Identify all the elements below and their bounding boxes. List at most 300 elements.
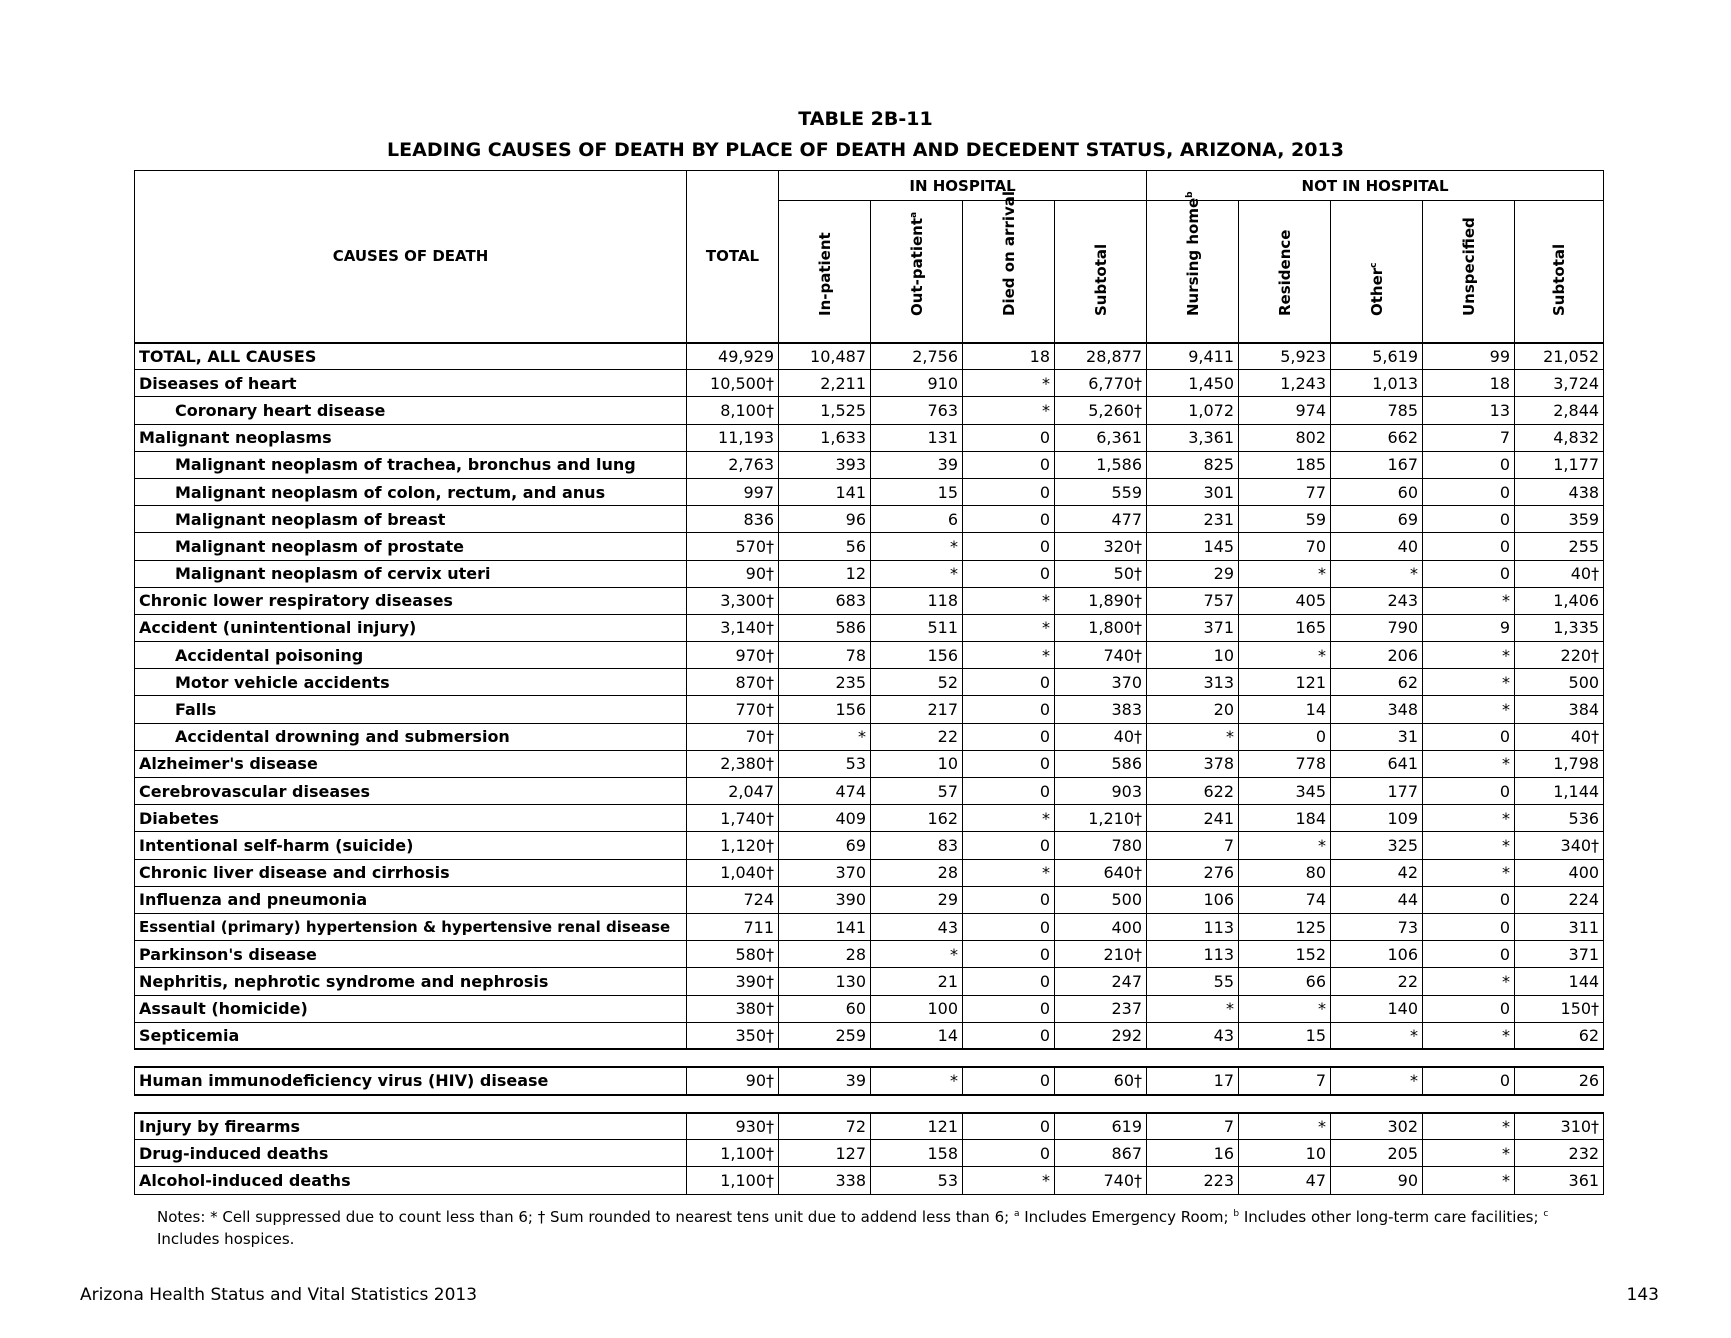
table-row xyxy=(135,614,1604,641)
table-title xyxy=(0,104,1731,166)
table-body xyxy=(135,343,1604,1195)
value-cell: * xyxy=(1239,1113,1331,1140)
value-cell: 536 xyxy=(1515,805,1604,832)
value-cell: 3,724 xyxy=(1515,370,1604,397)
value-cell: 53 xyxy=(871,1167,963,1194)
value-cell: * xyxy=(1423,642,1515,669)
value-cell: 1,243 xyxy=(1239,370,1331,397)
column-header-label: Subtotal xyxy=(1550,243,1569,316)
total-cell: 1,120† xyxy=(687,832,779,859)
total-cell: 1,100† xyxy=(687,1167,779,1194)
value-cell: 205 xyxy=(1331,1140,1423,1167)
value-cell: 60 xyxy=(779,995,871,1022)
value-cell: 1,013 xyxy=(1331,370,1423,397)
value-cell: 0 xyxy=(963,560,1055,587)
column-header xyxy=(1147,190,1239,343)
value-cell: 156 xyxy=(779,696,871,723)
value-cell: 121 xyxy=(871,1113,963,1140)
value-cell: 0 xyxy=(963,832,1055,859)
cause-name: Chronic lower respiratory diseases xyxy=(135,587,687,614)
value-cell: 28,877 xyxy=(1055,343,1147,370)
table-row xyxy=(135,478,1604,505)
cause-name: Nephritis, nephrotic syndrome and nephrosis xyxy=(135,968,687,995)
column-header-label: Residence xyxy=(1275,229,1294,316)
value-cell: 1,800† xyxy=(1055,614,1147,641)
value-cell: 0 xyxy=(963,451,1055,478)
value-cell: * xyxy=(1239,642,1331,669)
value-cell: 59 xyxy=(1239,506,1331,533)
value-cell: 0 xyxy=(963,968,1055,995)
total-cell: 49,929 xyxy=(687,343,779,370)
value-cell: 29 xyxy=(871,886,963,913)
value-cell: 22 xyxy=(871,723,963,750)
value-cell: 6 xyxy=(871,506,963,533)
value-cell: 5,619 xyxy=(1331,343,1423,370)
cause-name: Injury by firearms xyxy=(135,1113,687,1140)
cause-name: TOTAL, ALL CAUSES xyxy=(135,343,687,370)
value-cell: 383 xyxy=(1055,696,1147,723)
value-cell: 0 xyxy=(963,778,1055,805)
value-cell: 757 xyxy=(1147,587,1239,614)
value-cell: 785 xyxy=(1331,397,1423,424)
value-cell: 740† xyxy=(1055,642,1147,669)
value-cell: 1,450 xyxy=(1147,370,1239,397)
cause-name: Assault (homicide) xyxy=(135,995,687,1022)
value-cell: 1,144 xyxy=(1515,778,1604,805)
value-cell: 3,361 xyxy=(1147,424,1239,451)
value-cell: 39 xyxy=(779,1067,871,1094)
table-row xyxy=(135,1140,1604,1167)
cause-name: Malignant neoplasm of breast xyxy=(135,506,687,533)
value-cell: 100 xyxy=(871,995,963,1022)
value-cell: 259 xyxy=(779,1022,871,1049)
cause-name: Essential (primary) hypertension & hypertensive renal disease xyxy=(135,913,687,940)
value-cell: 500 xyxy=(1515,669,1604,696)
value-cell: 10 xyxy=(1239,1140,1331,1167)
value-cell: * xyxy=(963,397,1055,424)
value-cell: 0 xyxy=(963,533,1055,560)
value-cell: 113 xyxy=(1147,913,1239,940)
value-cell: 237 xyxy=(1055,995,1147,1022)
value-cell: 70 xyxy=(1239,533,1331,560)
value-cell: 0 xyxy=(963,886,1055,913)
value-cell: 0 xyxy=(963,669,1055,696)
table-row xyxy=(135,397,1604,424)
total-cell: 11,193 xyxy=(687,424,779,451)
value-cell: 0 xyxy=(963,913,1055,940)
value-cell: * xyxy=(963,614,1055,641)
cause-name: Intentional self-harm (suicide) xyxy=(135,832,687,859)
total-cell: 350† xyxy=(687,1022,779,1049)
value-cell: * xyxy=(963,370,1055,397)
value-cell: 22 xyxy=(1331,968,1423,995)
cause-name: Accidental drowning and submersion xyxy=(135,723,687,750)
value-cell: 130 xyxy=(779,968,871,995)
value-cell: 0 xyxy=(963,1022,1055,1049)
value-cell: * xyxy=(1423,750,1515,777)
value-cell: * xyxy=(1147,995,1239,1022)
value-cell: 1,525 xyxy=(779,397,871,424)
value-cell: 790 xyxy=(1331,614,1423,641)
total-cell: 970† xyxy=(687,642,779,669)
value-cell: 1,406 xyxy=(1515,587,1604,614)
value-cell: 255 xyxy=(1515,533,1604,560)
total-cell: 711 xyxy=(687,913,779,940)
value-cell: * xyxy=(1239,995,1331,1022)
value-cell: 378 xyxy=(1147,750,1239,777)
value-cell: 622 xyxy=(1147,778,1239,805)
total-cell: 724 xyxy=(687,886,779,913)
value-cell: 338 xyxy=(779,1167,871,1194)
value-cell: 7 xyxy=(1423,424,1515,451)
value-cell: 390 xyxy=(779,886,871,913)
value-cell: 619 xyxy=(1055,1113,1147,1140)
value-cell: 55 xyxy=(1147,968,1239,995)
value-cell: 6,770† xyxy=(1055,370,1147,397)
value-cell: 247 xyxy=(1055,968,1147,995)
table-row xyxy=(135,805,1604,832)
value-cell: 10 xyxy=(871,750,963,777)
value-cell: 500 xyxy=(1055,886,1147,913)
total-cell: 90† xyxy=(687,1067,779,1094)
value-cell: 1,586 xyxy=(1055,451,1147,478)
value-cell: 511 xyxy=(871,614,963,641)
value-cell: 21 xyxy=(871,968,963,995)
value-cell: 185 xyxy=(1239,451,1331,478)
value-cell: 320† xyxy=(1055,533,1147,560)
total-cell: 8,100† xyxy=(687,397,779,424)
causes-header: CAUSES OF DEATH xyxy=(135,171,687,343)
value-cell: 0 xyxy=(1423,1067,1515,1094)
data-table xyxy=(134,170,1604,1195)
value-cell: 74 xyxy=(1239,886,1331,913)
value-cell: 1,177 xyxy=(1515,451,1604,478)
value-cell: 2,211 xyxy=(779,370,871,397)
value-cell: 118 xyxy=(871,587,963,614)
total-cell: 930† xyxy=(687,1113,779,1140)
column-header xyxy=(1239,201,1331,343)
value-cell: * xyxy=(871,941,963,968)
data-table-container xyxy=(134,170,1601,1195)
value-cell: 165 xyxy=(1239,614,1331,641)
value-cell: 974 xyxy=(1239,397,1331,424)
value-cell: 69 xyxy=(1331,506,1423,533)
value-cell: 559 xyxy=(1055,478,1147,505)
section-spacer xyxy=(135,1049,1604,1067)
value-cell: 0 xyxy=(1423,913,1515,940)
total-cell: 2,380† xyxy=(687,750,779,777)
value-cell: * xyxy=(963,587,1055,614)
value-cell: 217 xyxy=(871,696,963,723)
value-cell: 740† xyxy=(1055,1167,1147,1194)
value-cell: 400 xyxy=(1055,913,1147,940)
value-cell: 29 xyxy=(1147,560,1239,587)
value-cell: 311 xyxy=(1515,913,1604,940)
value-cell: 47 xyxy=(1239,1167,1331,1194)
value-cell: 474 xyxy=(779,778,871,805)
value-cell: 145 xyxy=(1147,533,1239,560)
total-header: TOTAL xyxy=(687,171,779,343)
value-cell: 0 xyxy=(1423,560,1515,587)
table-row xyxy=(135,750,1604,777)
value-cell: 778 xyxy=(1239,750,1331,777)
value-cell: 43 xyxy=(1147,1022,1239,1049)
table-row xyxy=(135,723,1604,750)
value-cell: 31 xyxy=(1331,723,1423,750)
cause-name: Accident (unintentional injury) xyxy=(135,614,687,641)
value-cell: 109 xyxy=(1331,805,1423,832)
column-header xyxy=(1515,201,1604,343)
value-cell: 99 xyxy=(1423,343,1515,370)
total-cell: 380† xyxy=(687,995,779,1022)
column-header-label: Nursing home$^b$ xyxy=(1183,190,1202,316)
table-row xyxy=(135,1067,1604,1094)
value-cell: 20 xyxy=(1147,696,1239,723)
total-cell: 90† xyxy=(687,560,779,587)
value-cell: * xyxy=(1331,1067,1423,1094)
value-cell: 683 xyxy=(779,587,871,614)
value-cell: 1,210† xyxy=(1055,805,1147,832)
value-cell: 53 xyxy=(779,750,871,777)
column-header-label: In-patient xyxy=(815,231,834,316)
value-cell: * xyxy=(871,533,963,560)
value-cell: 14 xyxy=(1239,696,1331,723)
total-cell: 1,100† xyxy=(687,1140,779,1167)
page-number: 143 xyxy=(1626,1285,1659,1305)
value-cell: 66 xyxy=(1239,968,1331,995)
value-cell: 90 xyxy=(1331,1167,1423,1194)
value-cell: 80 xyxy=(1239,859,1331,886)
table-row xyxy=(135,370,1604,397)
value-cell: 0 xyxy=(963,696,1055,723)
column-header xyxy=(779,201,871,343)
value-cell: 586 xyxy=(1055,750,1147,777)
cause-name: Malignant neoplasm of colon, rectum, and anus xyxy=(135,478,687,505)
value-cell: 106 xyxy=(1331,941,1423,968)
value-cell: 345 xyxy=(1239,778,1331,805)
cause-name: Septicemia xyxy=(135,1022,687,1049)
value-cell: 276 xyxy=(1147,859,1239,886)
value-cell: 28 xyxy=(871,859,963,886)
table-row xyxy=(135,424,1604,451)
value-cell: 57 xyxy=(871,778,963,805)
value-cell: * xyxy=(963,859,1055,886)
cause-name: Accidental poisoning xyxy=(135,642,687,669)
value-cell: 44 xyxy=(1331,886,1423,913)
table-row xyxy=(135,832,1604,859)
table-row xyxy=(135,778,1604,805)
value-cell: 7 xyxy=(1147,1113,1239,1140)
value-cell: 1,890† xyxy=(1055,587,1147,614)
cause-name: Influenza and pneumonia xyxy=(135,886,687,913)
value-cell: 60 xyxy=(1331,478,1423,505)
value-cell: 340† xyxy=(1515,832,1604,859)
value-cell: * xyxy=(1423,669,1515,696)
section-spacer xyxy=(135,1095,1604,1113)
value-cell: 2,844 xyxy=(1515,397,1604,424)
value-cell: 361 xyxy=(1515,1167,1604,1194)
value-cell: 40† xyxy=(1055,723,1147,750)
value-cell: 0 xyxy=(963,1140,1055,1167)
value-cell: 141 xyxy=(779,913,871,940)
table-row xyxy=(135,506,1604,533)
value-cell: 13 xyxy=(1423,397,1515,424)
value-cell: 224 xyxy=(1515,886,1604,913)
value-cell: 477 xyxy=(1055,506,1147,533)
value-cell: 232 xyxy=(1515,1140,1604,1167)
value-cell: 2,756 xyxy=(871,343,963,370)
value-cell: 310† xyxy=(1515,1113,1604,1140)
value-cell: 1,798 xyxy=(1515,750,1604,777)
table-row xyxy=(135,451,1604,478)
column-header-label: Unspecified xyxy=(1459,216,1478,316)
value-cell: 152 xyxy=(1239,941,1331,968)
cause-name: Malignant neoplasm of trachea, bronchus and lung xyxy=(135,451,687,478)
value-cell: 243 xyxy=(1331,587,1423,614)
value-cell: 7 xyxy=(1239,1067,1331,1094)
value-cell: 371 xyxy=(1515,941,1604,968)
value-cell: * xyxy=(1423,696,1515,723)
value-cell: 40† xyxy=(1515,723,1604,750)
value-cell: 167 xyxy=(1331,451,1423,478)
cause-name: Falls xyxy=(135,696,687,723)
value-cell: 9,411 xyxy=(1147,343,1239,370)
value-cell: 15 xyxy=(871,478,963,505)
table-row xyxy=(135,587,1604,614)
total-cell: 10,500† xyxy=(687,370,779,397)
value-cell: 39 xyxy=(871,451,963,478)
total-cell: 1,040† xyxy=(687,859,779,886)
value-cell: 292 xyxy=(1055,1022,1147,1049)
value-cell: 16 xyxy=(1147,1140,1239,1167)
value-cell: * xyxy=(871,560,963,587)
cause-name: Malignant neoplasm of cervix uteri xyxy=(135,560,687,587)
value-cell: 121 xyxy=(1239,669,1331,696)
table-row xyxy=(135,913,1604,940)
value-cell: * xyxy=(1423,1167,1515,1194)
value-cell: 0 xyxy=(963,424,1055,451)
value-cell: * xyxy=(1423,805,1515,832)
value-cell: 144 xyxy=(1515,968,1604,995)
value-cell: * xyxy=(1423,1113,1515,1140)
value-cell: * xyxy=(1147,723,1239,750)
value-cell: 0 xyxy=(1423,995,1515,1022)
value-cell: 177 xyxy=(1331,778,1423,805)
value-cell: 0 xyxy=(1423,778,1515,805)
cause-name: Alzheimer's disease xyxy=(135,750,687,777)
not-in-hospital-header: NOT IN HOSPITAL xyxy=(1147,171,1604,201)
cause-name: Diseases of heart xyxy=(135,370,687,397)
column-header-label: Other$^c$ xyxy=(1367,261,1386,316)
total-cell: 580† xyxy=(687,941,779,968)
table-row xyxy=(135,642,1604,669)
value-cell: 241 xyxy=(1147,805,1239,832)
cause-name: Drug-induced deaths xyxy=(135,1140,687,1167)
value-cell: 131 xyxy=(871,424,963,451)
total-cell: 3,300† xyxy=(687,587,779,614)
table-row xyxy=(135,886,1604,913)
value-cell: 371 xyxy=(1147,614,1239,641)
column-header xyxy=(1423,201,1515,343)
table-number: TABLE 2B-11 xyxy=(798,108,933,130)
value-cell: 10 xyxy=(1147,642,1239,669)
table-notes: Notes: * Cell suppressed due to count less than 6; † Sum rounded to nearest tens unit due to addend less than 6; $^a$ Includes Emergency Room; $^b$ Includes other long-term care facilities; $^c$ Includes hospices. xyxy=(157,1208,1549,1248)
value-cell: 780 xyxy=(1055,832,1147,859)
value-cell: 0 xyxy=(963,995,1055,1022)
value-cell: * xyxy=(963,805,1055,832)
column-header xyxy=(871,201,963,343)
value-cell: 184 xyxy=(1239,805,1331,832)
value-cell: 910 xyxy=(871,370,963,397)
value-cell: 156 xyxy=(871,642,963,669)
value-cell: 220† xyxy=(1515,642,1604,669)
value-cell: 825 xyxy=(1147,451,1239,478)
cause-name: Coronary heart disease xyxy=(135,397,687,424)
cause-name: Human immunodeficiency virus (HIV) disease xyxy=(135,1067,687,1094)
value-cell: 40† xyxy=(1515,560,1604,587)
cause-name: Alcohol-induced deaths xyxy=(135,1167,687,1194)
value-cell: * xyxy=(779,723,871,750)
value-cell: * xyxy=(1239,832,1331,859)
value-cell: 62 xyxy=(1515,1022,1604,1049)
value-cell: 210† xyxy=(1055,941,1147,968)
value-cell: 5,923 xyxy=(1239,343,1331,370)
value-cell: 69 xyxy=(779,832,871,859)
value-cell: 0 xyxy=(963,506,1055,533)
value-cell: 0 xyxy=(963,1113,1055,1140)
table-row xyxy=(135,941,1604,968)
total-cell: 997 xyxy=(687,478,779,505)
value-cell: * xyxy=(1423,832,1515,859)
value-cell: 0 xyxy=(963,750,1055,777)
value-cell: 17 xyxy=(1147,1067,1239,1094)
table-row xyxy=(135,343,1604,370)
value-cell: 6,361 xyxy=(1055,424,1147,451)
value-cell: 42 xyxy=(1331,859,1423,886)
value-cell: * xyxy=(963,642,1055,669)
value-cell: 662 xyxy=(1331,424,1423,451)
value-cell: 4,832 xyxy=(1515,424,1604,451)
total-cell: 3,140† xyxy=(687,614,779,641)
value-cell: * xyxy=(1423,1022,1515,1049)
value-cell: 0 xyxy=(1423,506,1515,533)
column-header-label: Died on arrival xyxy=(999,190,1018,316)
value-cell: 5,260† xyxy=(1055,397,1147,424)
cause-name: Chronic liver disease and cirrhosis xyxy=(135,859,687,886)
value-cell: 62 xyxy=(1331,669,1423,696)
value-cell: 393 xyxy=(779,451,871,478)
value-cell: 235 xyxy=(779,669,871,696)
value-cell: 301 xyxy=(1147,478,1239,505)
value-cell: 72 xyxy=(779,1113,871,1140)
table-row xyxy=(135,968,1604,995)
value-cell: 106 xyxy=(1147,886,1239,913)
value-cell: 359 xyxy=(1515,506,1604,533)
table-row xyxy=(135,560,1604,587)
value-cell: 0 xyxy=(1423,478,1515,505)
value-cell: 1,335 xyxy=(1515,614,1604,641)
value-cell: 10,487 xyxy=(779,343,871,370)
value-cell: 113 xyxy=(1147,941,1239,968)
value-cell: * xyxy=(1423,859,1515,886)
value-cell: 640† xyxy=(1055,859,1147,886)
value-cell: 0 xyxy=(1423,451,1515,478)
column-header xyxy=(1331,201,1423,343)
table-heading: LEADING CAUSES OF DEATH BY PLACE OF DEATH AND DECEDENT STATUS, ARIZONA, 2013 xyxy=(387,139,1344,161)
value-cell: 26 xyxy=(1515,1067,1604,1094)
value-cell: 40 xyxy=(1331,533,1423,560)
value-cell: 162 xyxy=(871,805,963,832)
